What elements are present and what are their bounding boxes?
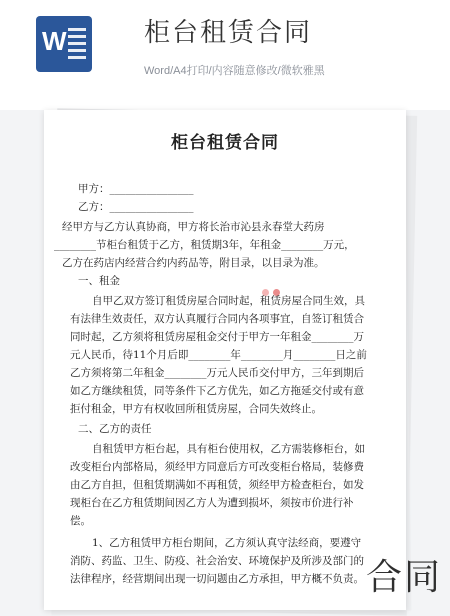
clause-1-line-1: 1、乙方租赁甲方柜台期间，乙方须认真守法经商，要遵守: [92, 537, 362, 549]
rent-line-7: 拒付租金，甲方有权收回所租赁房屋，合同失效终止。: [70, 403, 322, 415]
rent-line-6: 如乙方继续租赁，同等条件下乙方优先，如乙方拖延交付或有意: [70, 385, 364, 397]
word-icon-letter: W: [42, 26, 67, 56]
header-banner: [0, 0, 450, 110]
clause-1-line-2: 消防、药监、卫生、防疫、社会治安、环境保护及所涉及部门的: [70, 555, 364, 567]
word-document-icon: [36, 16, 92, 72]
document-page: [44, 110, 406, 610]
rent-line-2: 有法律生效责任，双方认真履行合同内各项事宜，自签订租赁合: [70, 313, 364, 325]
duty-line-4: 现柜台在乙方租赁期间因乙方人为遭到损坏，须按市价进行补: [70, 497, 354, 509]
rent-line-3: 同时起，乙方须将租赁房屋租金交付于甲方一年租金________万: [70, 331, 364, 343]
section-1-heading: 一、租金: [78, 275, 120, 287]
duty-line-3: 由乙方自担，但租赁期满如不再租赁，须经甲方检查柜台，如发: [70, 479, 364, 491]
party-a-line: 甲方：________________: [78, 183, 194, 195]
document-title: 柜台租赁合同: [171, 133, 279, 153]
intro-line-1: 经甲方与乙方认真协商，甲方将长治市沁县永春堂大药房: [62, 221, 325, 233]
section-2-heading: 二、乙方的责任: [78, 423, 152, 435]
word-icon-lines: [68, 28, 86, 63]
intro-line-2: ________节柜台租赁于乙方，租赁期3年，年租金________万元，: [54, 239, 355, 251]
watermark-text: 合同: [365, 557, 442, 598]
intro-line-3: 乙方在药店内经营合约内药品等，附目录，以目录为准。: [62, 257, 325, 269]
rent-line-4: 元人民币，待11个月后即________年________月________日之前: [70, 349, 367, 361]
rent-line-1: 自甲乙双方签订租赁房屋合同时起，租赁房屋合同生效，具: [92, 295, 365, 307]
clause-1-line-3: 法律程序，经营期间出现一切问题由乙方承担，甲方概不负责。: [70, 573, 364, 585]
party-b-line: 乙方：________________: [78, 201, 194, 213]
duty-line-2: 改变柜台内部格局，须经甲方同意后方可改变柜台格局，装修费: [70, 461, 364, 473]
duty-line-1: 自租赁甲方柜台起，具有柜台使用权，乙方需装修柜台，如: [92, 443, 365, 455]
duty-line-5: 偿。: [70, 515, 91, 527]
header-title: 柜台租赁合同: [144, 18, 313, 48]
header-subtitle: Word/A4打印/内容随意修改/微软雅黑: [144, 65, 325, 77]
rent-line-5: 乙方须将第二年租金________万元人民币交付甲方，三年到期后: [70, 367, 364, 379]
